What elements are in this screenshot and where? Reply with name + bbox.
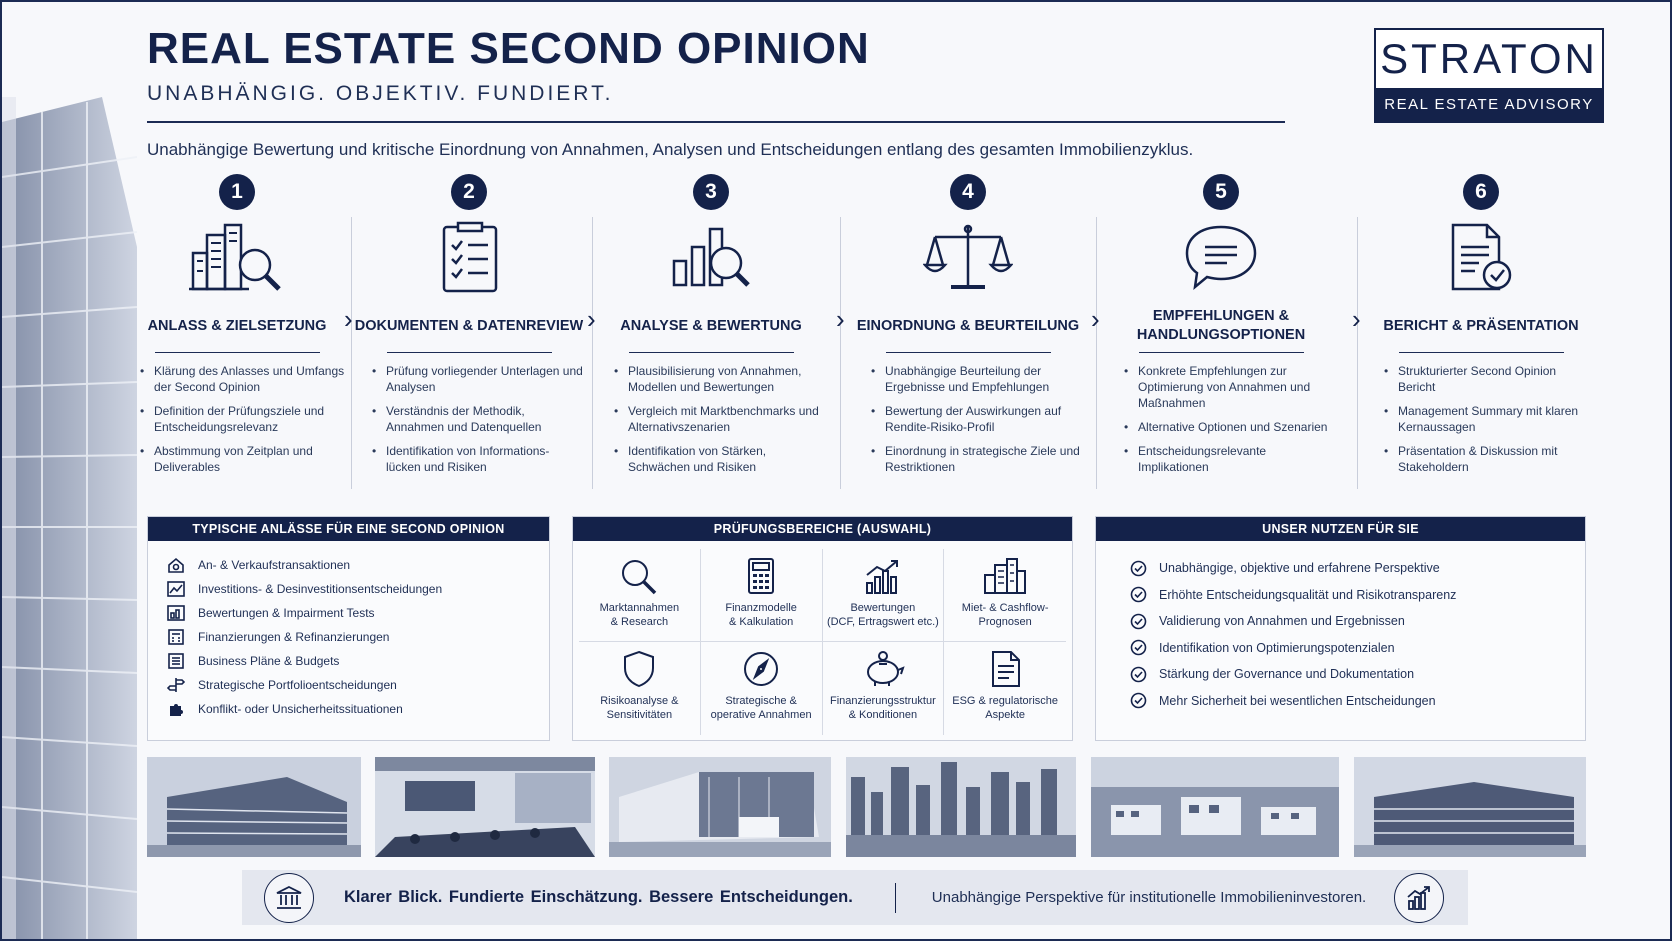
step-title: ANLASS & ZIELSETZUNG	[147, 317, 327, 334]
check-circle-icon	[1130, 692, 1147, 709]
list-item: • Alternative Optionen und Szenarien	[1124, 419, 1336, 435]
check-circle-icon	[1130, 639, 1147, 656]
step-number: 3	[693, 174, 729, 210]
step-title: EMPFEHLUNGEN & HANDLUNGSOPTIONEN	[1136, 308, 1306, 343]
buildings-magnifier-icon	[122, 218, 352, 298]
review-area-item: Bewertungen (DCF, Ertragswert etc.)	[823, 549, 945, 642]
panel-heading: UNSER NUTZEN FÜR SIE	[1096, 517, 1585, 541]
step-number: 2	[451, 174, 487, 210]
review-area-item: Risikoanalyse & Sensitivitäten	[579, 642, 701, 735]
review-area-item: ESG & regulatorische Aspekte	[944, 642, 1066, 735]
list-item: • Abstimmung von Zeitplan und Deliverables	[140, 443, 352, 475]
list-item: Erhöhte Entscheidungsqualität und Risikotransparenz	[1130, 582, 1585, 609]
list-item: • Konkrete Empfehlungen zur Optimierung von Annahmen und Maßnahmen	[1124, 363, 1336, 411]
panel-heading: PRÜFUNGSBEREICHE (AUSWAHL)	[573, 517, 1072, 541]
list-item: • Definition der Prüfungsziele und Entscheidungsrelevanz	[140, 403, 352, 435]
logo-tagline: REAL ESTATE ADVISORY	[1376, 88, 1602, 121]
house-search-icon	[166, 556, 186, 574]
step-number: 5	[1203, 174, 1239, 210]
step-number: 1	[219, 174, 255, 210]
piggy-bank-icon	[861, 650, 905, 688]
bank-building-icon	[264, 873, 314, 923]
list-item: • Identifikation von Stärken, Schwächen und Risiken	[614, 443, 826, 475]
list-item: Business Pläne & Budgets	[166, 649, 549, 673]
compass-icon	[741, 650, 781, 688]
intro-text: Unabhängige Bewertung und kritische Einordnung von Annahmen, Analysen und Entscheidungen entlang des gesamten Immobilienzyklus.	[147, 140, 1194, 159]
document-list-icon	[166, 652, 186, 670]
chevron-right-icon: ›	[587, 304, 596, 334]
company-logo	[1374, 28, 1604, 123]
list-item: Investitions- & Desinvestitionsentscheidungen	[166, 577, 549, 601]
process-step-2	[354, 174, 584, 483]
list-item: • Prüfung vorliegender Unterlagen und Analysen	[372, 363, 584, 395]
list-item: • Bewertung der Auswirkungen auf Rendite-Risiko-Profil	[871, 403, 1083, 435]
office-tower-image	[2, 97, 137, 941]
check-circle-icon	[1130, 586, 1147, 603]
shield-icon	[619, 650, 659, 688]
checklist-icon	[354, 218, 584, 298]
step-title: DOKUMENTEN & DATENREVIEW	[354, 317, 584, 334]
chevron-right-icon: ›	[344, 304, 353, 334]
process-step-4	[853, 174, 1083, 483]
list-item: • Klärung des Anlasses und Umfangs der Second Opinion	[140, 363, 352, 395]
list-item: Mehr Sicherheit bei wesentlichen Entscheidungen	[1130, 688, 1585, 715]
process-step-6	[1366, 174, 1596, 483]
step-title: BERICHT & PRÄSENTATION	[1383, 317, 1579, 334]
step-number: 6	[1463, 174, 1499, 210]
step-bullets	[140, 363, 352, 475]
step-bullets	[614, 363, 826, 475]
benefits-panel	[1095, 516, 1586, 741]
modern-office-complex-photo	[1354, 757, 1586, 857]
list-item: • Entscheidungsrelevante Implikationen	[1124, 443, 1336, 475]
bar-chart-magnifier-icon	[596, 218, 826, 298]
review-area-item: Miet- & Cashflow- Prognosen	[944, 549, 1066, 642]
process-step-5	[1106, 174, 1336, 483]
list-item: Finanzierungen & Refinanzierungen	[166, 625, 549, 649]
speech-bubble-icon	[1106, 218, 1336, 298]
list-item: Validierung von Annahmen und Ergebnissen	[1130, 608, 1585, 635]
list-item: • Verständnis der Methodik, Annahmen und Datenquellen	[372, 403, 584, 435]
step-bullets	[1124, 363, 1336, 475]
review-area-item: Finanzmodelle & Kalkulation	[701, 549, 823, 642]
list-item: Strategische Portfolioentscheidungen	[166, 673, 549, 697]
conference-room-photo	[375, 757, 595, 857]
check-circle-icon	[1130, 666, 1147, 683]
footer-claim: Unabhängige Perspektive für institutionelle Immobilieninvestoren.	[931, 889, 1367, 906]
list-item: • Einordnung in strategische Ziele und Restriktionen	[871, 443, 1083, 475]
list-item: • Strukturierter Second Opinion Bericht	[1384, 363, 1596, 395]
growth-chart-icon	[863, 557, 903, 595]
office-building-photo	[147, 757, 361, 857]
magnifier-icon	[619, 557, 659, 595]
check-circle-icon	[1130, 613, 1147, 630]
list-item: Identifikation von Optimierungspotenzialen	[1130, 635, 1585, 662]
list-item: An- & Verkaufstransaktionen	[166, 553, 549, 577]
calculator-icon	[166, 628, 186, 646]
logo-name: STRATON	[1380, 35, 1598, 82]
logistics-warehouse-photo	[609, 757, 831, 857]
list-item: Stärkung der Governance und Dokumentation	[1130, 661, 1585, 688]
page-subtitle: UNABHÄNGIG. OBJEKTIV. FUNDIERT.	[147, 82, 614, 105]
list-item: • Präsentation & Diskussion mit Stakeholdern	[1384, 443, 1596, 475]
scales-icon	[853, 218, 1083, 298]
calculator-icon	[741, 557, 781, 595]
step-title: ANALYSE & BEWERTUNG	[620, 317, 802, 334]
page-title: REAL ESTATE SECOND OPINION	[147, 24, 870, 73]
step-bullets	[871, 363, 1083, 475]
title-divider	[147, 121, 1285, 123]
list-item: • Management Summary mit klaren Kernaussagen	[1384, 403, 1596, 435]
city-icon	[983, 557, 1027, 595]
footer-tagline: Klarer Blick. Fundierte Einschätzung. Bessere Entscheidungen.	[344, 888, 853, 906]
list-item: • Unabhängige Beurteilung der Ergebnisse und Empfehlungen	[871, 363, 1083, 395]
building-chart-icon	[166, 604, 186, 622]
review-areas-panel	[572, 516, 1073, 741]
process-step-1	[122, 174, 352, 483]
document-icon	[985, 650, 1025, 688]
step-bullets	[372, 363, 584, 475]
step-number: 4	[950, 174, 986, 210]
puzzle-icon	[166, 700, 186, 718]
list-item: • Vergleich mit Marktbenchmarks und Alternativszenarien	[614, 403, 826, 435]
step-title: EINORDNUNG & BEURTEILUNG	[856, 317, 1080, 334]
residential-district-photo	[1091, 757, 1339, 857]
chevron-right-icon: ›	[1091, 304, 1100, 334]
list-item: Unabhängige, objektive und erfahrene Perspektive	[1130, 555, 1585, 582]
panel-heading: TYPISCHE ANLÄSSE FÜR EINE SECOND OPINION	[148, 517, 549, 541]
step-bullets	[1384, 363, 1596, 475]
process-step-3	[596, 174, 826, 483]
review-area-item: Strategische & operative Annahmen	[701, 642, 823, 735]
list-item: • Plausibilisierung von Annahmen, Modellen und Bewertungen	[614, 363, 826, 395]
footer-banner	[242, 870, 1468, 925]
list-item: • Identifikation von Informations-lücken und Risiken	[372, 443, 584, 475]
chevron-right-icon: ›	[1352, 304, 1361, 334]
occasions-panel	[147, 516, 550, 741]
signpost-icon	[166, 676, 186, 694]
report-check-icon	[1366, 218, 1596, 298]
list-item: Konflikt- oder Unsicherheitssituationen	[166, 697, 549, 721]
chevron-right-icon: ›	[836, 304, 845, 334]
city-skyline-photo	[846, 757, 1076, 857]
review-area-item: Marktannahmen & Research	[579, 549, 701, 642]
list-item: Bewertungen & Impairment Tests	[166, 601, 549, 625]
review-area-item: Finanzierungsstruktur & Konditionen	[823, 642, 945, 735]
growth-chart-icon	[1394, 873, 1444, 923]
chart-up-icon	[166, 580, 186, 598]
check-circle-icon	[1130, 560, 1147, 577]
